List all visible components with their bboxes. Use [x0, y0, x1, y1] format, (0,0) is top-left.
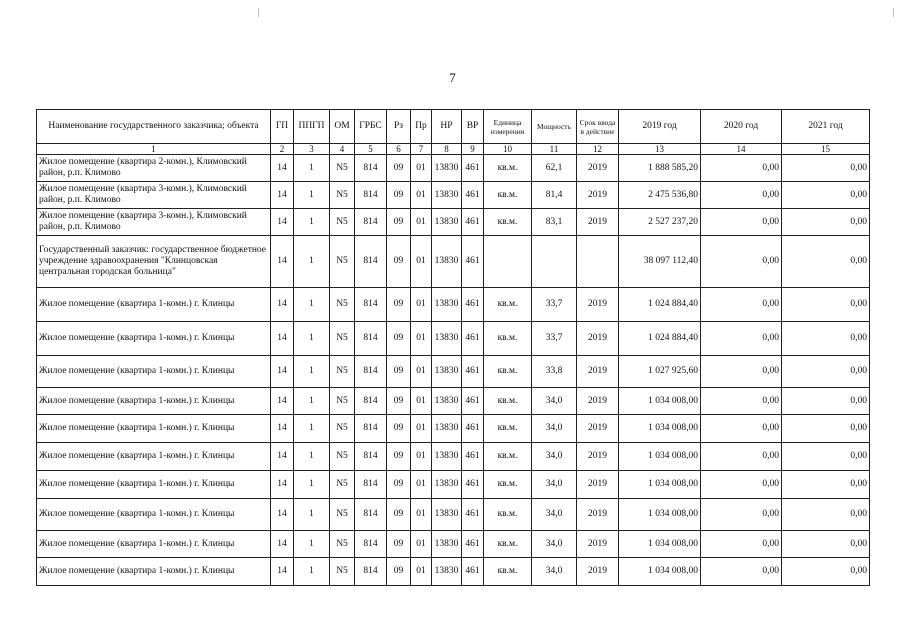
- column-number: 9: [462, 144, 484, 155]
- cell-term: 2019: [577, 388, 619, 415]
- cell-ppgp: 1: [294, 209, 330, 236]
- header-unit: Единица измерения: [484, 110, 532, 144]
- cell-2019: 2 527 237,20: [619, 209, 701, 236]
- cell-2019: 1 034 008,00: [619, 443, 701, 471]
- cell-term: 2019: [577, 209, 619, 236]
- cell-pr: 01: [411, 471, 432, 499]
- cell-power: 33,7: [532, 288, 577, 322]
- cell-rz: 09: [387, 182, 411, 209]
- table-body: [37, 155, 870, 586]
- cell-unit: кв.м.: [484, 182, 532, 209]
- cell-nr: 13830: [432, 415, 462, 443]
- cell-power: 34,0: [532, 558, 577, 586]
- cell-2019: 1 034 008,00: [619, 471, 701, 499]
- cell-grbs: 814: [355, 388, 387, 415]
- cell-vr: 461: [462, 322, 484, 356]
- cell-2019: 1 034 008,00: [619, 388, 701, 415]
- cell-2020: 0,00: [701, 443, 782, 471]
- cell-term: 2019: [577, 499, 619, 531]
- cell-term: 2019: [577, 322, 619, 356]
- cell-unit: кв.м.: [484, 471, 532, 499]
- cell-grbs: 814: [355, 288, 387, 322]
- cell-vr: 461: [462, 356, 484, 388]
- cell-unit: кв.м.: [484, 388, 532, 415]
- cell-vr: 461: [462, 388, 484, 415]
- cell-name: Жилое помещение (квартира 1-комн.) г. Клинцы: [37, 443, 271, 471]
- cell-om: N5: [330, 415, 355, 443]
- cell-2019: 1 027 925,60: [619, 356, 701, 388]
- header-row: [37, 110, 870, 144]
- cell-rz: 09: [387, 443, 411, 471]
- cell-2021: 0,00: [782, 288, 870, 322]
- cell-2019: 1 034 008,00: [619, 531, 701, 558]
- cell-power: 33,7: [532, 322, 577, 356]
- scan-mark-left: [258, 8, 259, 17]
- cell-name: Жилое помещение (квартира 1-комн.) г. Клинцы: [37, 531, 271, 558]
- cell-rz: 09: [387, 356, 411, 388]
- cell-om: N5: [330, 471, 355, 499]
- cell-om: N5: [330, 531, 355, 558]
- header-ppgp: ППГП: [294, 110, 330, 144]
- cell-unit: кв.м.: [484, 531, 532, 558]
- cell-om: N5: [330, 155, 355, 182]
- cell-rz: 09: [387, 558, 411, 586]
- cell-pr: 01: [411, 531, 432, 558]
- cell-ppgp: 1: [294, 288, 330, 322]
- cell-pr: 01: [411, 443, 432, 471]
- cell-nr: 13830: [432, 443, 462, 471]
- cell-grbs: 814: [355, 443, 387, 471]
- cell-grbs: 814: [355, 155, 387, 182]
- cell-grbs: 814: [355, 209, 387, 236]
- cell-grbs: 814: [355, 182, 387, 209]
- column-number-row: [37, 144, 870, 155]
- cell-2019: 1 888 585,20: [619, 155, 701, 182]
- cell-rz: 09: [387, 415, 411, 443]
- header-2019: 2019 год: [619, 110, 701, 144]
- column-number: 4: [330, 144, 355, 155]
- cell-gp: 14: [271, 182, 294, 209]
- cell-ppgp: 1: [294, 322, 330, 356]
- cell-pr: 01: [411, 388, 432, 415]
- cell-unit: кв.м.: [484, 356, 532, 388]
- scan-mark-right: [893, 8, 894, 17]
- cell-nr: 13830: [432, 499, 462, 531]
- cell-gp: 14: [271, 531, 294, 558]
- column-number: 5: [355, 144, 387, 155]
- cell-vr: 461: [462, 236, 484, 288]
- cell-term: 2019: [577, 182, 619, 209]
- cell-grbs: 814: [355, 531, 387, 558]
- header-vr: ВР: [462, 110, 484, 144]
- cell-rz: 09: [387, 499, 411, 531]
- cell-2020: 0,00: [701, 209, 782, 236]
- cell-rz: 09: [387, 322, 411, 356]
- cell-vr: 461: [462, 288, 484, 322]
- cell-2020: 0,00: [701, 322, 782, 356]
- cell-name: Жилое помещение (квартира 1-комн.) г. Клинцы: [37, 388, 271, 415]
- header-term: Срок ввода в действие: [577, 110, 619, 144]
- cell-2019: 1 024 884,40: [619, 288, 701, 322]
- cell-grbs: 814: [355, 322, 387, 356]
- table-row: [37, 209, 870, 236]
- cell-power: 34,0: [532, 531, 577, 558]
- cell-pr: 01: [411, 236, 432, 288]
- cell-pr: 01: [411, 558, 432, 586]
- budget-table: [36, 109, 870, 586]
- table-row: [37, 288, 870, 322]
- cell-2021: 0,00: [782, 415, 870, 443]
- cell-power: 83,1: [532, 209, 577, 236]
- header-2020: 2020 год: [701, 110, 782, 144]
- table-row: [37, 155, 870, 182]
- cell-name: Жилое помещение (квартира 1-комн.) г. Клинцы: [37, 356, 271, 388]
- cell-vr: 461: [462, 182, 484, 209]
- cell-nr: 13830: [432, 388, 462, 415]
- cell-term: 2019: [577, 288, 619, 322]
- cell-ppgp: 1: [294, 499, 330, 531]
- cell-vr: 461: [462, 471, 484, 499]
- table-row: [37, 388, 870, 415]
- cell-power: 62,1: [532, 155, 577, 182]
- cell-2019: 1 034 008,00: [619, 558, 701, 586]
- cell-2019: 1 034 008,00: [619, 499, 701, 531]
- column-number: 13: [619, 144, 701, 155]
- column-number: 10: [484, 144, 532, 155]
- cell-2020: 0,00: [701, 388, 782, 415]
- header-rz: Рз: [387, 110, 411, 144]
- header-grbs: ГРБС: [355, 110, 387, 144]
- table-row: [37, 499, 870, 531]
- cell-name: Жилое помещение (квартира 1-комн.) г. Клинцы: [37, 415, 271, 443]
- cell-pr: 01: [411, 155, 432, 182]
- cell-nr: 13830: [432, 356, 462, 388]
- cell-2020: 0,00: [701, 499, 782, 531]
- cell-nr: 13830: [432, 471, 462, 499]
- cell-gp: 14: [271, 415, 294, 443]
- cell-unit: [484, 236, 532, 288]
- cell-grbs: 814: [355, 356, 387, 388]
- cell-term: 2019: [577, 558, 619, 586]
- cell-power: 81,4: [532, 182, 577, 209]
- cell-power: 34,0: [532, 499, 577, 531]
- table-row: [37, 471, 870, 499]
- cell-2021: 0,00: [782, 499, 870, 531]
- cell-unit: кв.м.: [484, 415, 532, 443]
- cell-2021: 0,00: [782, 558, 870, 586]
- cell-unit: кв.м.: [484, 288, 532, 322]
- cell-nr: 13830: [432, 155, 462, 182]
- cell-ppgp: 1: [294, 388, 330, 415]
- cell-om: N5: [330, 558, 355, 586]
- cell-2021: 0,00: [782, 182, 870, 209]
- column-number: 7: [411, 144, 432, 155]
- cell-2021: 0,00: [782, 322, 870, 356]
- cell-2020: 0,00: [701, 531, 782, 558]
- cell-rz: 09: [387, 531, 411, 558]
- cell-gp: 14: [271, 558, 294, 586]
- cell-name: Жилое помещение (квартира 1-комн.) г. Клинцы: [37, 288, 271, 322]
- cell-grbs: 814: [355, 236, 387, 288]
- column-number: 12: [577, 144, 619, 155]
- cell-2021: 0,00: [782, 443, 870, 471]
- cell-rz: 09: [387, 288, 411, 322]
- cell-2019: 38 097 112,40: [619, 236, 701, 288]
- cell-pr: 01: [411, 356, 432, 388]
- column-number: 1: [37, 144, 271, 155]
- cell-gp: 14: [271, 236, 294, 288]
- cell-2021: 0,00: [782, 236, 870, 288]
- cell-2020: 0,00: [701, 415, 782, 443]
- cell-2019: 1 034 008,00: [619, 415, 701, 443]
- cell-unit: кв.м.: [484, 322, 532, 356]
- cell-2021: 0,00: [782, 471, 870, 499]
- column-number: 6: [387, 144, 411, 155]
- cell-nr: 13830: [432, 182, 462, 209]
- cell-rz: 09: [387, 209, 411, 236]
- cell-ppgp: 1: [294, 558, 330, 586]
- cell-power: 33,8: [532, 356, 577, 388]
- cell-2020: 0,00: [701, 236, 782, 288]
- cell-vr: 461: [462, 558, 484, 586]
- cell-2021: 0,00: [782, 155, 870, 182]
- cell-vr: 461: [462, 415, 484, 443]
- cell-power: 34,0: [532, 388, 577, 415]
- cell-2020: 0,00: [701, 356, 782, 388]
- cell-gp: 14: [271, 443, 294, 471]
- header-nr: НР: [432, 110, 462, 144]
- cell-om: N5: [330, 236, 355, 288]
- cell-grbs: 814: [355, 558, 387, 586]
- cell-om: N5: [330, 388, 355, 415]
- cell-nr: 13830: [432, 209, 462, 236]
- cell-pr: 01: [411, 209, 432, 236]
- cell-gp: 14: [271, 356, 294, 388]
- cell-nr: 13830: [432, 322, 462, 356]
- cell-om: N5: [330, 443, 355, 471]
- column-number: 2: [271, 144, 294, 155]
- cell-rz: 09: [387, 155, 411, 182]
- cell-name: Жилое помещение (квартира 1-комн.) г. Клинцы: [37, 558, 271, 586]
- cell-om: N5: [330, 322, 355, 356]
- cell-name: Жилое помещение (квартира 1-комн.) г. Клинцы: [37, 471, 271, 499]
- cell-term: [577, 236, 619, 288]
- cell-pr: 01: [411, 288, 432, 322]
- cell-om: N5: [330, 209, 355, 236]
- cell-pr: 01: [411, 499, 432, 531]
- cell-power: 34,0: [532, 471, 577, 499]
- cell-unit: кв.м.: [484, 155, 532, 182]
- table-row: [37, 531, 870, 558]
- cell-vr: 461: [462, 531, 484, 558]
- cell-nr: 13830: [432, 558, 462, 586]
- cell-nr: 13830: [432, 531, 462, 558]
- cell-gp: 14: [271, 209, 294, 236]
- cell-2020: 0,00: [701, 182, 782, 209]
- cell-grbs: 814: [355, 471, 387, 499]
- cell-grbs: 814: [355, 499, 387, 531]
- cell-vr: 461: [462, 155, 484, 182]
- cell-name: Жилое помещение (квартира 1-комн.) г. Клинцы: [37, 499, 271, 531]
- table-row: [37, 236, 870, 288]
- table-row: [37, 415, 870, 443]
- cell-ppgp: 1: [294, 415, 330, 443]
- header-om: ОМ: [330, 110, 355, 144]
- cell-nr: 13830: [432, 236, 462, 288]
- cell-term: 2019: [577, 531, 619, 558]
- table-row: [37, 356, 870, 388]
- column-number: 3: [294, 144, 330, 155]
- cell-power: 34,0: [532, 443, 577, 471]
- cell-term: 2019: [577, 415, 619, 443]
- cell-pr: 01: [411, 182, 432, 209]
- cell-name: Жилое помещение (квартира 2-комн.), Климовский район, р.п. Климово: [37, 155, 271, 182]
- cell-2020: 0,00: [701, 471, 782, 499]
- column-number: 8: [432, 144, 462, 155]
- header-gp: ГП: [271, 110, 294, 144]
- cell-2021: 0,00: [782, 356, 870, 388]
- cell-vr: 461: [462, 209, 484, 236]
- cell-gp: 14: [271, 499, 294, 531]
- cell-unit: кв.м.: [484, 499, 532, 531]
- cell-2021: 0,00: [782, 388, 870, 415]
- cell-unit: кв.м.: [484, 558, 532, 586]
- cell-ppgp: 1: [294, 236, 330, 288]
- cell-term: 2019: [577, 356, 619, 388]
- header-power: Мощность: [532, 110, 577, 144]
- cell-ppgp: 1: [294, 356, 330, 388]
- cell-2019: 1 024 884,40: [619, 322, 701, 356]
- cell-gp: 14: [271, 322, 294, 356]
- cell-om: N5: [330, 182, 355, 209]
- cell-rz: 09: [387, 388, 411, 415]
- cell-gp: 14: [271, 155, 294, 182]
- cell-2021: 0,00: [782, 531, 870, 558]
- column-number: 11: [532, 144, 577, 155]
- table-row: [37, 558, 870, 586]
- cell-power: [532, 236, 577, 288]
- page-number: 7: [449, 70, 456, 85]
- cell-power: 34,0: [532, 415, 577, 443]
- header-name: Наименование государственного заказчика; объекта: [37, 110, 271, 144]
- cell-2021: 0,00: [782, 209, 870, 236]
- cell-vr: 461: [462, 443, 484, 471]
- table-row: [37, 443, 870, 471]
- cell-grbs: 814: [355, 415, 387, 443]
- cell-vr: 461: [462, 499, 484, 531]
- cell-2020: 0,00: [701, 288, 782, 322]
- cell-gp: 14: [271, 388, 294, 415]
- cell-name: Жилое помещение (квартира 3-комн.), Климовский район, р.п. Климово: [37, 182, 271, 209]
- cell-term: 2019: [577, 155, 619, 182]
- cell-name: Государственный заказчик: государственное бюджетное учреждение здравоохранения "Клинцовская центральная городская больница": [37, 236, 271, 288]
- cell-name: Жилое помещение (квартира 1-комн.) г. Клинцы: [37, 322, 271, 356]
- cell-gp: 14: [271, 288, 294, 322]
- cell-ppgp: 1: [294, 471, 330, 499]
- table-row: [37, 182, 870, 209]
- table-row: [37, 322, 870, 356]
- cell-om: N5: [330, 499, 355, 531]
- column-number: 15: [782, 144, 870, 155]
- cell-unit: кв.м.: [484, 209, 532, 236]
- cell-rz: 09: [387, 471, 411, 499]
- cell-term: 2019: [577, 443, 619, 471]
- cell-gp: 14: [271, 471, 294, 499]
- cell-ppgp: 1: [294, 443, 330, 471]
- header-pr: Пр: [411, 110, 432, 144]
- cell-rz: 09: [387, 236, 411, 288]
- cell-pr: 01: [411, 322, 432, 356]
- cell-name: Жилое помещение (квартира 3-комн.), Климовский район, р.п. Климово: [37, 209, 271, 236]
- header-2021: 2021 год: [782, 110, 870, 144]
- cell-ppgp: 1: [294, 155, 330, 182]
- cell-om: N5: [330, 356, 355, 388]
- cell-pr: 01: [411, 415, 432, 443]
- cell-term: 2019: [577, 471, 619, 499]
- column-number: 14: [701, 144, 782, 155]
- cell-ppgp: 1: [294, 182, 330, 209]
- cell-2020: 0,00: [701, 155, 782, 182]
- cell-unit: кв.м.: [484, 443, 532, 471]
- cell-om: N5: [330, 288, 355, 322]
- cell-nr: 13830: [432, 288, 462, 322]
- cell-2019: 2 475 536,80: [619, 182, 701, 209]
- cell-ppgp: 1: [294, 531, 330, 558]
- cell-2020: 0,00: [701, 558, 782, 586]
